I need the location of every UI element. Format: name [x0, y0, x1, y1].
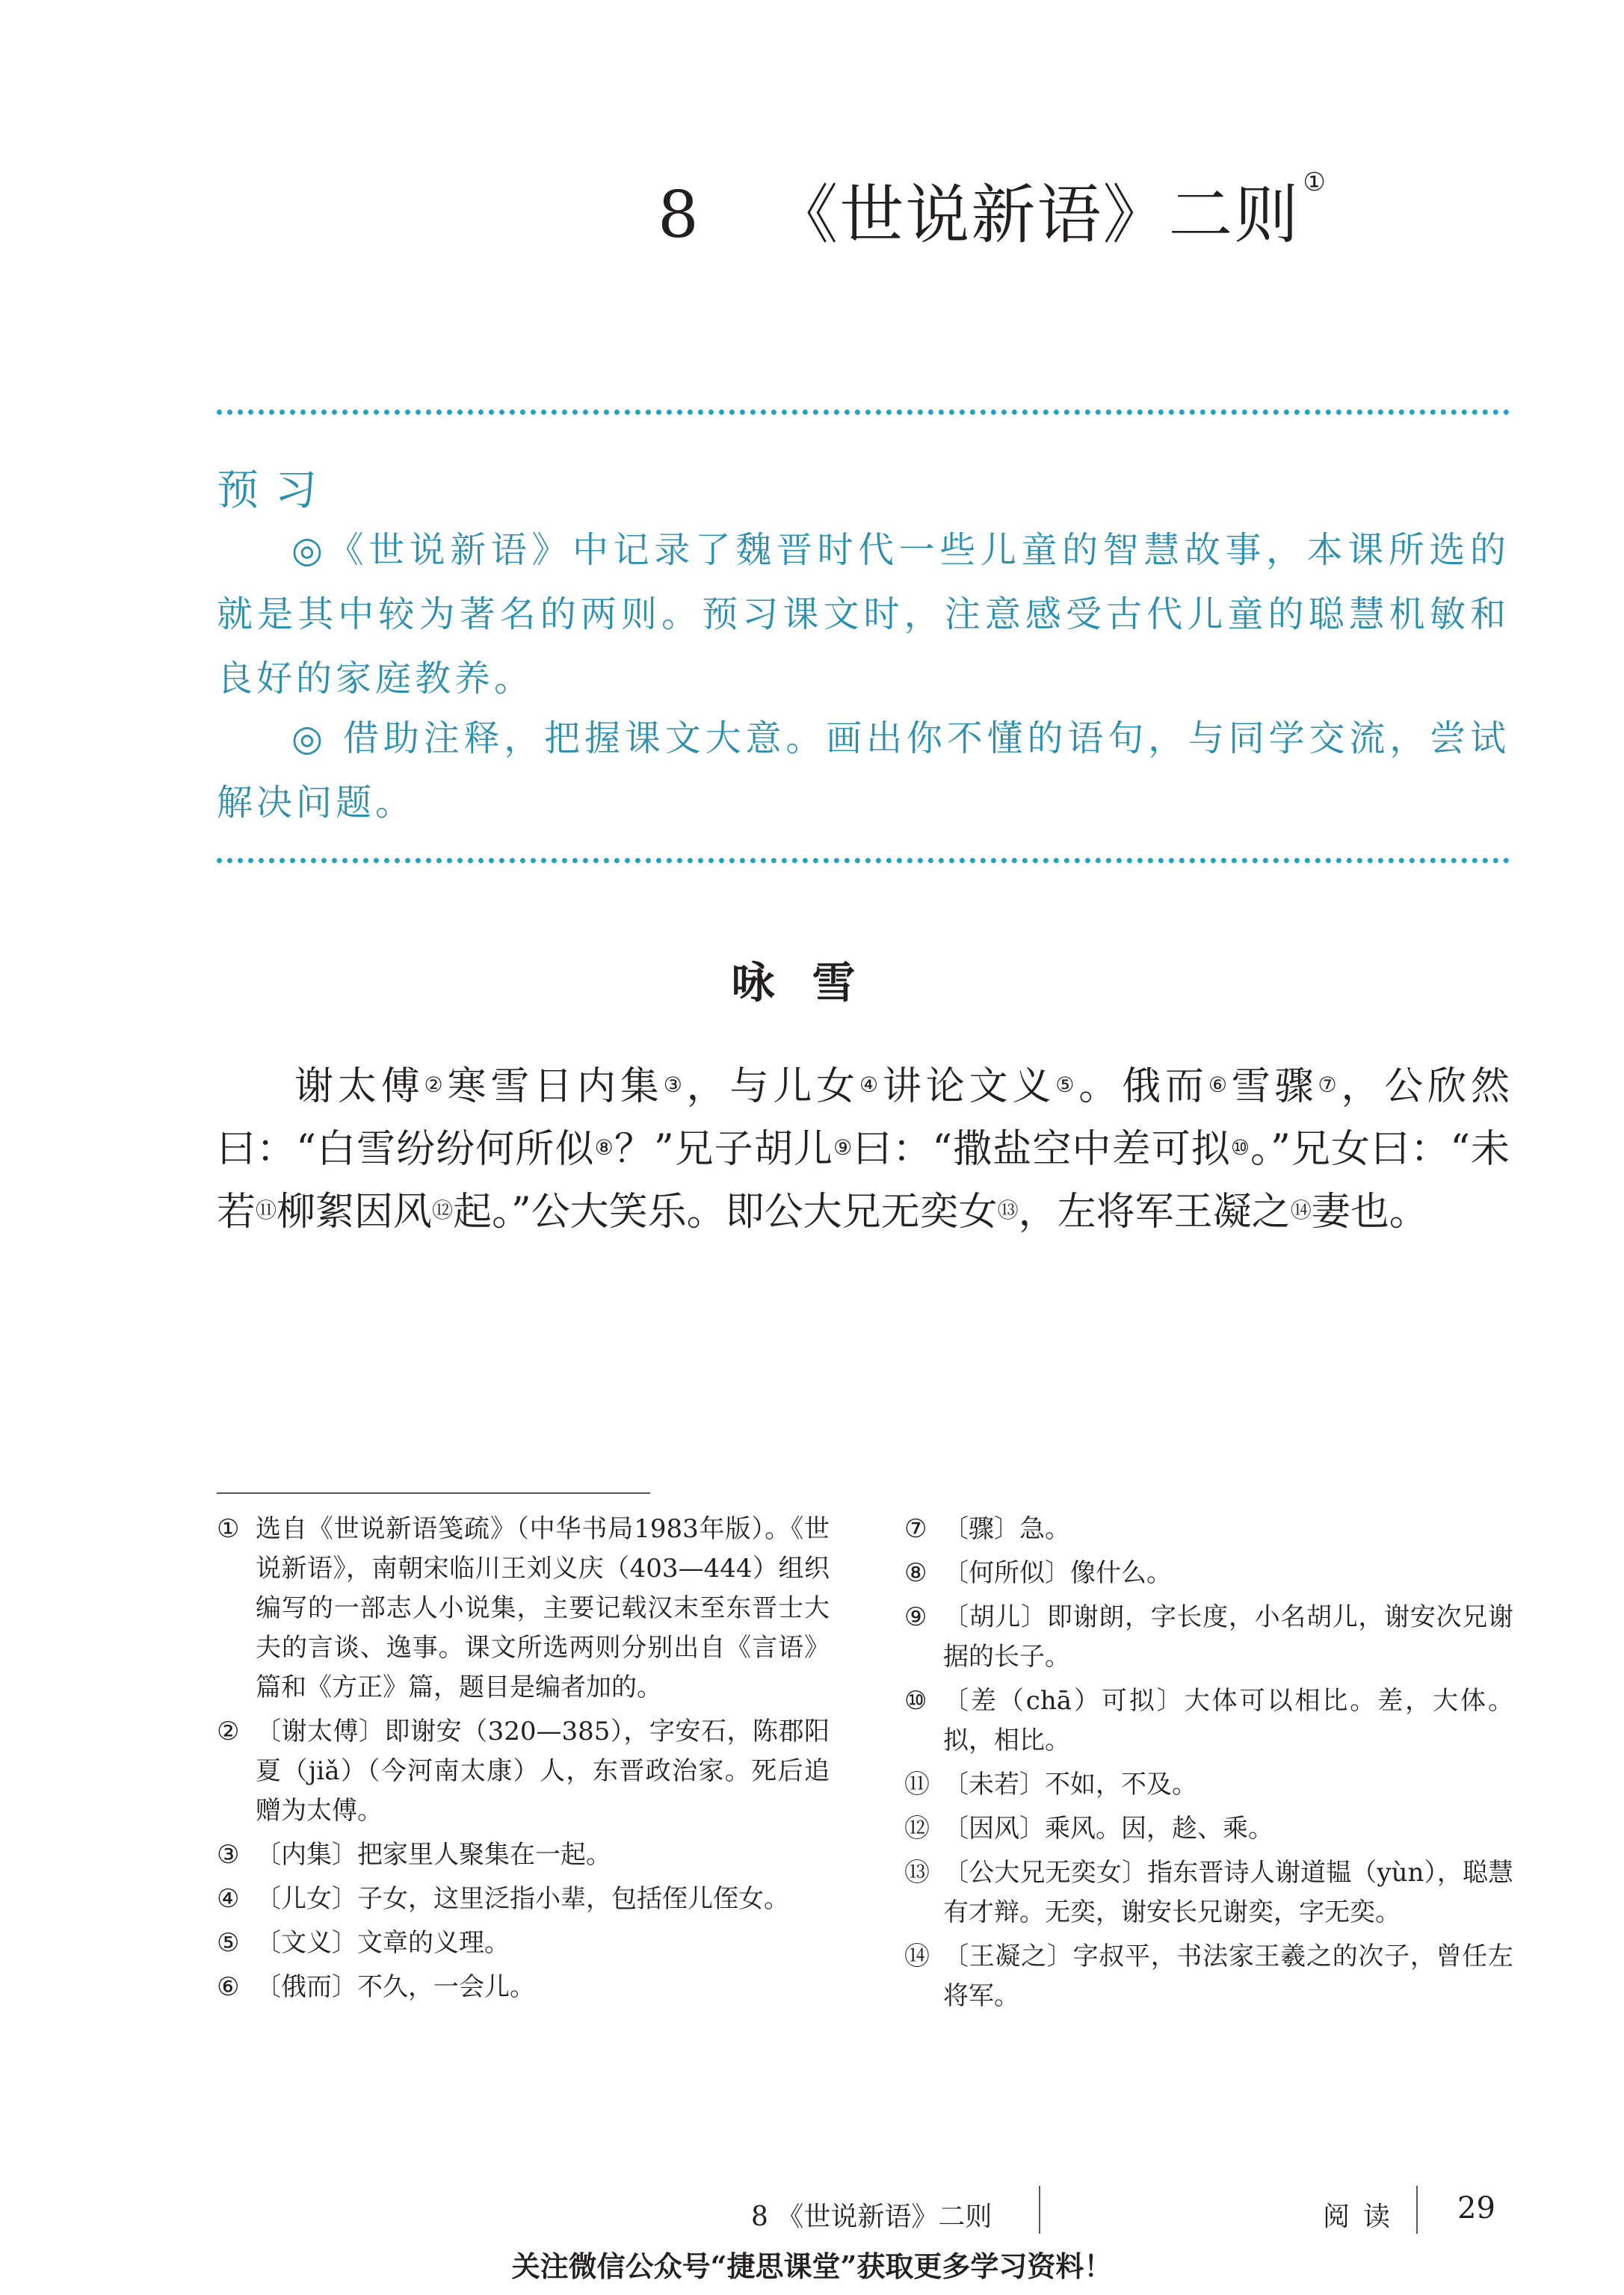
footnote-ref: ⑩	[1230, 1135, 1251, 1160]
footnote-number: ⑦	[904, 1514, 927, 1544]
article-text-segment: ，左将军王凝之	[1018, 1190, 1291, 1235]
footnote-number: ⑤	[217, 1928, 240, 1958]
footnote	[217, 1924, 830, 1963]
page-title	[658, 163, 1327, 256]
footnote	[904, 1853, 1513, 1933]
footnote-number: ⑫	[904, 1814, 930, 1844]
lesson-title-text: 《世说新语》二则	[774, 178, 1300, 253]
article-text-segment: 讲论文义	[882, 1064, 1056, 1109]
footnote	[217, 1968, 830, 2007]
title-note-ref: ①	[1303, 167, 1327, 197]
article-text-segment: 曰：“撒盐空中差可拟	[853, 1127, 1231, 1172]
footnote	[217, 1712, 830, 1831]
footnote-number: ⑨	[904, 1602, 927, 1632]
footnote-ref: ⑪	[256, 1198, 277, 1223]
footnote-number: ⑥	[217, 1972, 240, 2002]
page-number: 29	[1457, 2191, 1495, 2225]
article-text-segment: 柳絮因风	[277, 1190, 433, 1235]
footnotes-left-column	[217, 1510, 830, 2012]
preview-heading: 预习	[217, 466, 333, 515]
footnote	[904, 1598, 1513, 1677]
footnote-number: ⑩	[904, 1686, 927, 1716]
article-text-segment: 妻也。	[1311, 1190, 1428, 1235]
article-text-segment: 。”兄女曰：“未若	[217, 1127, 1510, 1235]
preview-paragraph-2: ◎ 借助注释，把握课文大意。画出你不懂的语句，与同学交流，尝试解决问题。	[217, 717, 1510, 824]
footnote-text: 〔未若〕不如，不及。	[943, 1770, 1197, 1800]
preview-top-divider	[217, 410, 1510, 415]
footnote	[904, 1681, 1513, 1761]
preview-bottom-divider	[217, 858, 1510, 863]
footnote-text: 〔儿女〕子女，这里泛指小辈，包括侄儿侄女。	[256, 1884, 789, 1914]
article-text-segment: 起。”公大笑乐。即公大兄无奕女	[453, 1190, 998, 1235]
article-text-segment: 谢太傅	[294, 1064, 424, 1109]
footnote	[904, 1510, 1513, 1549]
footnote-ref: ②	[424, 1072, 448, 1097]
footnote-ref: ⑦	[1318, 1072, 1342, 1097]
footnote-ref: ⑫	[432, 1198, 454, 1223]
article-text-segment: 雪骤	[1231, 1064, 1318, 1109]
article-text-segment: 。俄而	[1078, 1064, 1208, 1109]
footnote	[217, 1510, 830, 1708]
footnote-ref: ⑤	[1055, 1072, 1079, 1097]
footnote	[904, 1809, 1513, 1849]
footnote-ref: ⑥	[1208, 1072, 1232, 1097]
footnote-text: 〔骤〕急。	[943, 1514, 1070, 1544]
footnote-text: 〔谢太傅〕即谢安（320—385），字安石，陈郡阳夏（jiǎ）（今河南太康）人，东晋政治家。死后追赠为太傅。	[256, 1717, 830, 1826]
footnote-text: 〔文义〕文章的义理。	[256, 1928, 510, 1958]
footnote-ref: ③	[663, 1072, 687, 1097]
article-text-segment: ，与儿女	[686, 1064, 860, 1109]
footnote-number: ⑬	[904, 1858, 930, 1888]
footer-divider-2	[1416, 2186, 1418, 2234]
footnote	[217, 1879, 830, 1919]
footer-divider-1	[1039, 2186, 1040, 2234]
article-text-segment: 寒雪日内集	[447, 1064, 664, 1109]
article-text-segment: ？”兄子胡儿	[614, 1127, 834, 1172]
footnote-number: ①	[217, 1514, 240, 1544]
article-title: 咏雪	[731, 957, 893, 1008]
footnote-text: 〔差（chā）可拟〕大体可以相比。差，大体。拟，相比。	[943, 1686, 1513, 1755]
footer-chapter-title: 8 《世说新语》二则	[751, 2202, 992, 2232]
footnote-ref: ⑭	[1290, 1198, 1312, 1223]
footnote	[217, 1835, 830, 1875]
footnote	[904, 1765, 1513, 1805]
footer-section-label: 阅读	[1323, 2202, 1404, 2232]
footnote-ref: ⑧	[594, 1135, 614, 1160]
footnote-text: 〔王凝之〕字叔平，书法家王羲之的次子，曾任左将军。	[943, 1942, 1513, 2011]
footnote-text: 〔因风〕乘风。因，趁、乘。	[943, 1814, 1273, 1844]
footnote-text: 〔何所似〕像什么。	[943, 1558, 1172, 1588]
footnote-divider	[217, 1492, 650, 1494]
article-body	[217, 1055, 1510, 1244]
footnote-text: 〔俄而〕不久，一会儿。	[256, 1972, 535, 2002]
footnote-number: ③	[217, 1840, 240, 1870]
footnote-text: 〔内集〕把家里人聚集在一起。	[256, 1840, 611, 1870]
lesson-number: 8	[658, 178, 700, 253]
footnote	[904, 1554, 1513, 1593]
footnote-number: ⑭	[904, 1942, 930, 1971]
footnote-ref: ⑬	[997, 1198, 1019, 1223]
footnote-text: 〔胡儿〕即谢朗，字长度，小名胡儿，谢安次兄谢据的长子。	[943, 1602, 1513, 1672]
footnote-number: ⑪	[904, 1770, 930, 1800]
footnotes-right-column	[904, 1510, 1513, 2021]
footnote	[904, 1937, 1513, 2016]
footnote-number: ④	[217, 1884, 240, 1914]
preview-paragraph-1: ◎《世说新语》中记录了魏晋时代一些儿童的智慧故事，本课所选的就是其中较为著名的两则。预习课文时，注意感受古代儿童的聪慧机敏和良好的家庭教养。	[217, 529, 1510, 699]
footnote-text: 〔公大兄无奕女〕指东晋诗人谢道韫（yùn），聪慧有才辩。无奕，谢安长兄谢奕，字无奕。	[943, 1858, 1513, 1927]
article-text-segment: ，公欣然曰：“白雪纷纷何所似	[217, 1064, 1510, 1172]
footnote-ref: ④	[859, 1072, 883, 1097]
footnote-ref: ⑨	[833, 1135, 853, 1160]
footnote-number: ②	[217, 1717, 240, 1746]
footnote-number: ⑧	[904, 1558, 927, 1588]
promo-text: 关注微信公众号“捷思课堂”获取更多学习资料！	[511, 2249, 1113, 2283]
footnote-text: 选自《世说新语笺疏》（中华书局1983年版）。《世说新语》，南朝宋临川王刘义庆（403—444）组织编写的一部志人小说集，主要记载汉末至东晋士大夫的言谈、逸事。课文所选两则分别出自《言语》篇和《方正》篇，题目是编者加的。	[256, 1514, 830, 1702]
